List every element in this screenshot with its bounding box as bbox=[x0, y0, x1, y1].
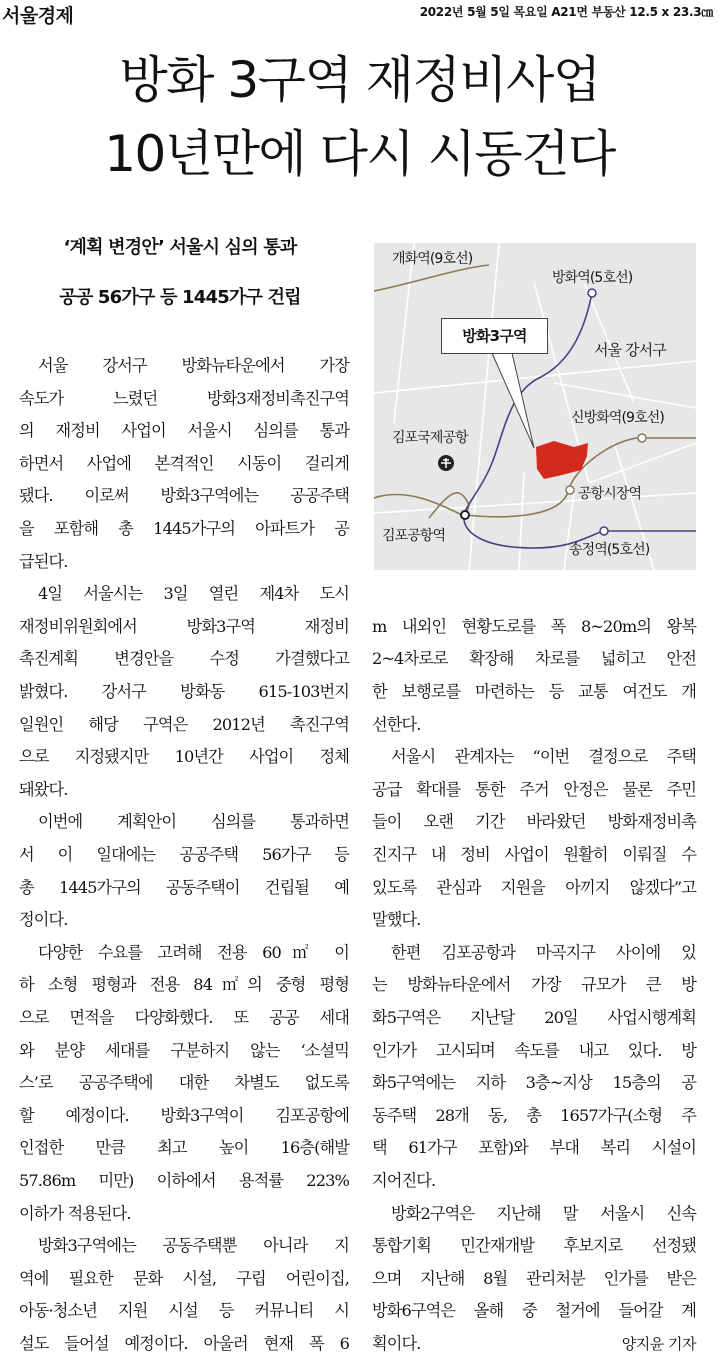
station-songjeong-marker bbox=[600, 527, 608, 535]
text-line: 57.86m 미만) 이하에서 용적률 223% bbox=[19, 1171, 349, 1190]
text-line: 획이다. bbox=[372, 1334, 421, 1353]
road bbox=[394, 243, 414, 423]
text-line: 4일 서울시는 3일 열린 제4차 도시 bbox=[38, 584, 349, 604]
text-line: 하면서 사업에 본격적인 시동이 걸리게 bbox=[19, 453, 349, 473]
text-line: 으며 지난해 8월 관리처분 인가를 받은 bbox=[372, 1268, 696, 1288]
text-line: 서 이 일대에는 공공주택 56가구 등 bbox=[19, 845, 349, 864]
station-banghwa-marker bbox=[588, 289, 596, 297]
text-line: 이번에 계획안이 심의를 통과하면 bbox=[38, 812, 349, 832]
label-gangseo-district: 서울 강서구 bbox=[594, 341, 666, 359]
text-line: 으로 지정됐지만 10년간 사업이 정체 bbox=[19, 747, 349, 767]
text-line: 의 재정비 사업이 서울시 심의를 통과 bbox=[19, 421, 349, 441]
text-line: 일원인 해당 구역은 2012년 촉진구역 bbox=[19, 714, 349, 734]
callout-banghwa3: 방화3구역 bbox=[441, 318, 548, 354]
road bbox=[374, 361, 696, 393]
label-gaehwa-station: 개화역(9호선) bbox=[392, 251, 473, 267]
line9-track bbox=[374, 265, 696, 518]
airplane-icon bbox=[438, 455, 454, 471]
text-line: 지어진다. bbox=[372, 1171, 436, 1190]
text-line: 밝혔다. 강서구 방화동 615-103번지 bbox=[19, 682, 349, 701]
label-banghwa-station: 방화역(5호선) bbox=[552, 270, 633, 286]
station-sinbanghwa-marker bbox=[638, 434, 646, 442]
text-line: 와 분양 세대를 구분하지 않는 ‘소셜믹 bbox=[19, 1040, 349, 1060]
text-line: 공급 확대를 통한 주거 안정은 물론 주민 bbox=[372, 779, 696, 799]
text-line: 방화3구역에는 공동주택뿐 아니라 지 bbox=[38, 1236, 349, 1256]
text-line: 역에 필요한 문화 시설, 구립 어린이집, bbox=[19, 1268, 349, 1288]
text-line: 급된다. bbox=[19, 551, 68, 571]
text-line: m 내외인 현황도로를 폭 8~20m의 왕복 bbox=[372, 616, 696, 636]
text-line: 한편 김포공항과 마곡지구 사이에 있 bbox=[391, 942, 696, 962]
road bbox=[519, 473, 524, 570]
road bbox=[469, 243, 499, 570]
text-line: 방화2구역은 지난해 말 서울시 신속 bbox=[391, 1203, 696, 1223]
text-line: 돼왔다. bbox=[19, 779, 68, 799]
location-map bbox=[374, 243, 696, 570]
text-line: 하 소형 평형과 전용 84㎡의 중형 평형 bbox=[19, 975, 349, 995]
text-line: 총 1445가구의 공동주택이 건립될 예 bbox=[19, 877, 349, 897]
label-songjeong-station: 송정역(5호선) bbox=[569, 542, 650, 558]
byline: 양지윤 기자 bbox=[621, 1335, 696, 1353]
text-line: 는 방화뉴타운에서 가장 규모가 큰 방 bbox=[372, 975, 696, 995]
text-line: 인가가 고시되며 속도를 내고 있다. 방 bbox=[372, 1040, 696, 1060]
text-line: 촉진계획 변경안을 수정 가결했다고 bbox=[19, 649, 349, 669]
station-gimpo-airport-marker bbox=[461, 511, 469, 519]
text-line: 화5구역은 지난달 20일 사업시행계획 bbox=[372, 1008, 696, 1027]
subheadline-line-2: 공공 56가구 등 1445가구 건립 bbox=[59, 287, 301, 308]
text-line: 진지구 내 정비 사업이 원활히 이뤄질 수 bbox=[372, 845, 696, 864]
road bbox=[554, 383, 696, 408]
headline-line-1: 방화 3구역 재정비사업 bbox=[119, 51, 600, 109]
text-line: 다양한 수요를 고려해 전용 60㎡ 이 bbox=[38, 942, 349, 962]
text-line: 한 보행로를 마련하는 등 교통 여건도 개 bbox=[372, 682, 696, 701]
road bbox=[374, 493, 696, 513]
text-line: 들이 오랜 기간 바라왔던 방화재정비촉 bbox=[372, 812, 696, 832]
masthead bbox=[0, 0, 719, 27]
text-line: 화5구역에는 지하 3층~지상 15층의 공 bbox=[372, 1073, 696, 1093]
text-line: 이하가 적용된다. bbox=[19, 1203, 131, 1223]
text-line: 있도록 관심과 지원을 아끼지 않겠다”고 bbox=[372, 877, 696, 897]
text-line: 통합기획 민간재개발 후보지로 선정됐 bbox=[372, 1236, 696, 1256]
text-line: 택 61가구 포함)와 부대 복리 시설이 bbox=[372, 1138, 696, 1158]
label-gimpo-airport-station: 김포공항역 bbox=[382, 528, 446, 544]
issue-info: 2022년 5월 5일 목요일 A21면 부동산 12.5 x 23.3㎝ bbox=[419, 5, 713, 19]
headline-line-2: 10년만에 다시 시동건다 bbox=[104, 125, 615, 183]
text-line: 정이다. bbox=[19, 910, 68, 930]
road bbox=[589, 443, 696, 483]
newspaper-name: 서울경제 bbox=[2, 5, 74, 27]
station-airport-market-marker bbox=[566, 486, 574, 494]
label-sinbanghwa-station: 신방화역(9호선) bbox=[571, 410, 664, 426]
text-line: 설도 들어설 예정이다. 아울러 현재 폭 6 bbox=[19, 1334, 349, 1353]
subheadline-line-1: ‘계획 변경안’ 서울시 심의 통과 bbox=[63, 237, 297, 258]
text-line: 2~4차로로 확장해 차로를 넓히고 안전 bbox=[372, 649, 696, 669]
callout-pointer bbox=[492, 353, 534, 448]
text-line: 으로 면적을 다양화했다. 또 공공 세대 bbox=[19, 1008, 349, 1027]
text-line: 선한다. bbox=[372, 714, 421, 734]
text-line: 말했다. bbox=[372, 910, 421, 930]
text-line: 서울시 관계자는 “이번 결정으로 주택 bbox=[391, 747, 696, 767]
label-airport-market-station: 공항시장역 bbox=[578, 486, 642, 502]
text-line: 할 예정이다. 방화3구역이 김포공항에 bbox=[19, 1105, 349, 1125]
text-line: 재정비위원회에서 방화3구역 재정비 bbox=[19, 616, 349, 636]
text-line: 인접한 만큼 최고 높이 16층(해발 bbox=[19, 1138, 349, 1158]
text-line: 을 포함해 총 1445가구의 아파트가 공 bbox=[19, 519, 349, 538]
text-line: 아동·청소년 지원 시설 등 커뮤니티 시 bbox=[19, 1301, 349, 1321]
text-line: 스’로 공공주택에 대한 차별도 없도록 bbox=[19, 1073, 349, 1093]
site-area bbox=[536, 441, 588, 479]
text-line: 동주택 28개 동, 총 1657가구(소형 주 bbox=[372, 1105, 696, 1125]
text-line: 서울 강서구 방화뉴타운에서 가장 bbox=[38, 356, 349, 375]
text-line: 속도가 느렸던 방화3재정비촉진구역 bbox=[19, 388, 349, 408]
label-gimpo-airport: 김포국제공항 bbox=[392, 430, 468, 446]
text-line: 됐다. 이로써 방화3구역에는 공공주택 bbox=[19, 486, 349, 506]
text-line: 방화6구역은 올해 중 철거에 들어갈 계 bbox=[372, 1301, 696, 1321]
